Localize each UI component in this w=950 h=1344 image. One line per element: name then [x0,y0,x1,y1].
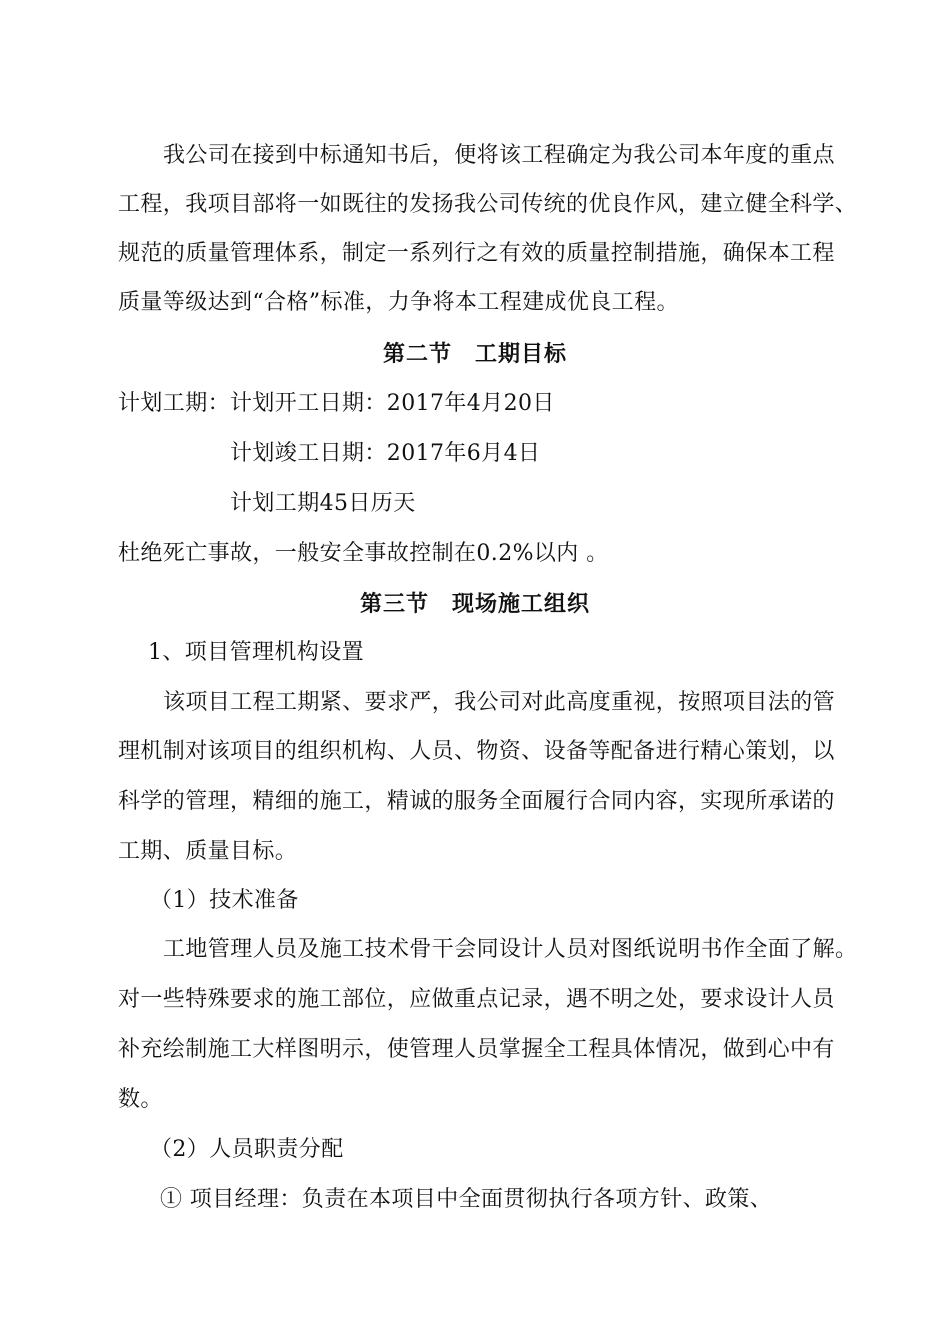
para2-line-4: 工期、质量目标。 [118,839,298,864]
duty1-line: ① 项目经理：负责在本项目中全面贯彻执行各项方针、政策、 [160,1187,773,1212]
para2-line-2: 理机制对该项目的组织机构、人员、物资、设备等配备进行精心策划，以 [118,739,835,764]
para2-line-3: 科学的管理，精细的施工，精诚的服务全面履行合同内容，实现所承诺的 [118,789,835,814]
schedule-start: 计划工期：计划开工日期：2017年4月20日 [118,391,555,416]
safety-goal: 杜绝死亡事故，一般安全事故控制在0.2%以内 。 [118,541,609,566]
para1-line-3: 规范的质量管理体系，制定一系列行之有效的质量控制措施，确保本工程 [118,241,835,266]
para3-line-1: 工地管理人员及施工技术骨干会同设计人员对图纸说明书作全面了解。 [163,937,858,962]
sub1-heading: （1）技术准备 [150,888,299,913]
para3-line-3: 补充绘制施工大样图明示，使管理人员掌握全工程具体情况，做到心中有 [118,1037,835,1062]
para1-line-2: 工程，我项目部将一如既往的发扬我公司传统的优良作风，建立健全科学、 [118,192,858,217]
para3-line-2: 对一些特殊要求的施工部位，应做重点记录，遇不明之处，要求设计人员 [118,987,835,1012]
para1-line-4: 质量等级达到“合格”标准，力争将本工程建成优良工程。 [118,290,679,315]
para2-line-1: 该项目工程工期紧、要求严，我公司对此高度重视，按照项目法的管 [163,690,836,715]
para1-line-1: 我公司在接到中标通知书后，便将该工程确定为我公司本年度的重点 [163,143,836,168]
schedule-end: 计划竣工日期：2017年6月4日 [230,441,541,466]
item1-heading: 1、项目管理机构设置 [148,640,364,665]
schedule-duration: 计划工期45日历天 [230,491,416,516]
para3-line-4: 数。 [118,1087,163,1112]
section2-title: 第二节 工期目标 [382,341,567,367]
sub2-heading: （2）人员职责分配 [150,1137,344,1162]
section3-title: 第三节 现场施工组织 [359,591,590,617]
